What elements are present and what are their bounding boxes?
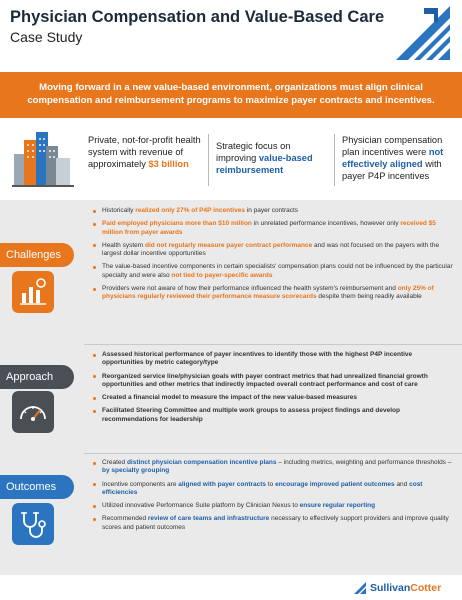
list-item: Reorganized service line/physician goals with payer contract metrics that had unrealized financial growth opportunities and other metrics that indirectly impacted overall contract performance and cost of care (92, 373, 454, 390)
list-item: Facilitated Steering Committee and multiple work groups to assess project findings and develop recommendations for leadership (92, 407, 454, 424)
stat-revenue (88, 134, 206, 170)
sullivancotter-logo (354, 580, 458, 596)
section-divider (84, 453, 462, 454)
key-message-banner: Moving forward in a new value-based environment, organizations must align clinical compensation and reimbursement programs to maximize payer contracts and incentives. (0, 72, 462, 118)
list-item: Assessed historical performance of payer incentives to identify those with the highest P4P incentive opportunities by metric category/type (92, 351, 454, 368)
list-item: Created a financial model to measure the impact of the new value-based measures (92, 394, 454, 402)
list-item: Paid employed physicians more than $10 million in unrelated performance incentives, however only received $5 million from payer awards (92, 220, 454, 237)
stat-focus (216, 140, 326, 176)
list-item: Historically realized only 27% of P4P incentives in payer contracts (92, 207, 454, 215)
stat-revenue-value: $3 billion (148, 159, 189, 169)
outcomes-list (92, 459, 454, 537)
stats-row (0, 124, 462, 192)
header (10, 8, 390, 46)
section-divider (84, 344, 462, 345)
list-item: The value-based incentive components in certain specialists' compensation plans could not be influenced by the particular specialty and were also not tied to payer-specific awards (92, 263, 454, 280)
approach-label: Approach (0, 365, 74, 389)
challenges-list (92, 207, 454, 307)
page-title: Physician Compensation and Value-Based Care (10, 8, 385, 26)
logo-mark-icon (354, 582, 366, 594)
stat-incentives-text: Physician compensation plan incentives were (342, 135, 443, 157)
stat-revenue-text: Private, not-for-profit health system with revenue of approximately (88, 135, 201, 169)
stat-focus-text: Strategic focus on improving (216, 141, 291, 163)
list-item: Created distinct physician compensation incentive plans – including metrics, weighting and performance thresholds – by specialty grouping (92, 459, 454, 476)
page-subtitle: Case Study (10, 29, 83, 45)
stat-incentives-tail: with payer P4P incentives (342, 159, 442, 181)
bar-chart-icon (12, 271, 54, 313)
list-item: Utilized innovative Performance Suite platform by Clinician Nexus to ensure regular reporting (92, 502, 454, 510)
list-item: Health system did not regularly measure payer contract performance and was not focused on the payers with the largest dollar incentive opportunities (92, 242, 454, 259)
outcomes-label: Outcomes (0, 475, 74, 499)
stat-focus-highlight: value-based reimbursement (216, 153, 313, 175)
list-item: Providers were not aware of how their performance influenced the health system's reimbursement and only 25% of physicians regularly reviewed their performance measure scorecards despite them being readily available (92, 285, 454, 302)
list-item: Incentive components are aligned with payer contracts to encourage improved patient outcomes and cost efficiencies (92, 481, 454, 498)
speedometer-icon (12, 391, 54, 433)
stat-divider (334, 134, 335, 186)
approach-list (92, 351, 454, 429)
stethoscope-icon (12, 503, 54, 545)
challenges-label: Challenges (0, 243, 74, 267)
list-item: Recommended review of care teams and infrastructure necessary to effectively support providers and improve quality scores and patient outcomes (92, 515, 454, 532)
stat-divider (208, 134, 209, 186)
stat-incentives-highlight: not effectively aligned (342, 147, 444, 169)
stat-incentives (342, 134, 458, 182)
sullivancotter-mark-logo (394, 4, 452, 62)
city-buildings-icon (12, 130, 74, 188)
brand-wordmark: SullivanCotter (370, 582, 442, 594)
